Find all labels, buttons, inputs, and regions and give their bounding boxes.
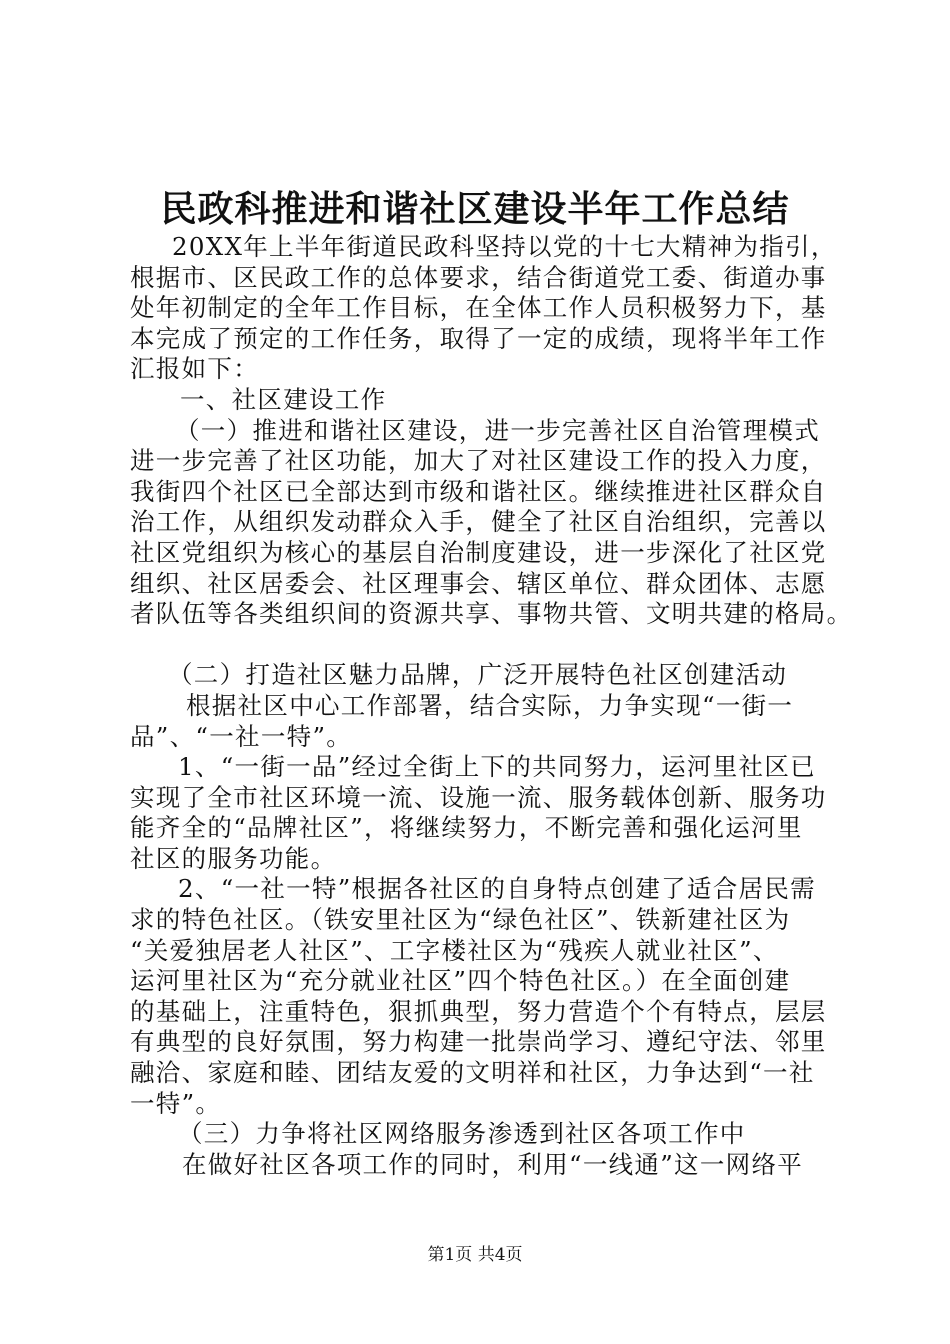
text-line: 治工作，从组织发动群众入手，健全了社区自治组织，完善以 (130, 507, 827, 537)
text-line: 组织、社区居委会、社区理事会、辖区单位、群众团体、志愿 (130, 568, 827, 598)
text-line: 1、“一街一品”经过全街上下的共同努力，运河里社区已 (178, 752, 816, 782)
text-line: （一）推进和谐社区建设，进一步完善社区自治管理模式 (175, 415, 820, 445)
text-line: “关爱独居老人社区”、工字楼社区为“残疾人就业社区”、 (130, 935, 779, 965)
text-line: 处年初制定的全年工作目标，在全体工作人员积极努力下，基 (130, 293, 827, 323)
text-line: 在做好社区各项工作的同时，利用“一线通”这一网络平 (182, 1149, 804, 1179)
text-line: （三）力争将社区网络服务渗透到社区各项工作中 (178, 1119, 746, 1149)
text-line: 实现了全市社区环境一流、设施一流、服务载体创新、服务功 (130, 782, 827, 812)
text-line: 根据社区中心工作部署，结合实际，力争实现“一街一 (186, 690, 794, 720)
text-line: 一、社区建设工作 (180, 384, 387, 414)
text-line: 品”、“一社一特”。 (130, 721, 353, 751)
text-line: 社区的服务功能。 (130, 843, 337, 873)
text-line: 进一步完善了社区功能，加大了对社区建设工作的投入力度， (130, 446, 827, 476)
text-line: 者队伍等各类组织间的资源共享、事物共管、文明共建的格局。 (130, 599, 853, 629)
document-body (130, 232, 853, 1180)
text-line: 一特”。 (130, 1088, 222, 1118)
text-line: 的基础上，注重特色，狠抓典型，努力营造个个有特点，层层 (130, 996, 827, 1026)
text-line: 融洽、家庭和睦、团结友爱的文明祥和社区，力争达到“一社 (130, 1058, 815, 1088)
text-line: 20XX年上半年街道民政科坚持以党的十七大精神为指引， (172, 232, 837, 261)
text-line (130, 630, 845, 661)
document-title: 民政科推进和谐社区建设半年工作总结 (160, 188, 790, 230)
text-line: 社区党组织为核心的基层自治制度建设，进一步深化了社区党 (130, 537, 827, 567)
page-footer: 第1页 共4页 (427, 1245, 523, 1265)
text-line: 2、“一社一特”根据各社区的自身特点创建了适合居民需 (178, 874, 816, 904)
text-line: 本完成了预定的工作任务，取得了一定的成绩，现将半年工作 (130, 323, 827, 353)
text-line: 能齐全的“品牌社区”，将继续努力，不断完善和强化运河里 (130, 813, 803, 843)
text-line: 求的特色社区。（铁安里社区为“绿色社区”、铁新建社区为 (130, 905, 791, 935)
text-line: 我街四个社区已全部达到市级和谐社区。继续推进社区群众自 (130, 476, 827, 506)
text-line: 汇报如下： (130, 354, 259, 384)
text-line: 根据市、区民政工作的总体要求，结合街道党工委、街道办事 (130, 262, 827, 292)
text-line: 运河里社区为“充分就业社区”四个特色社区。）在全面创建 (130, 966, 791, 996)
text-line: 有典型的良好氛围，努力构建一批崇尚学习、遵纪守法、邻里 (130, 1027, 827, 1057)
text-line: （二）打造社区魅力品牌，广泛开展特色社区创建活动 (168, 660, 788, 690)
